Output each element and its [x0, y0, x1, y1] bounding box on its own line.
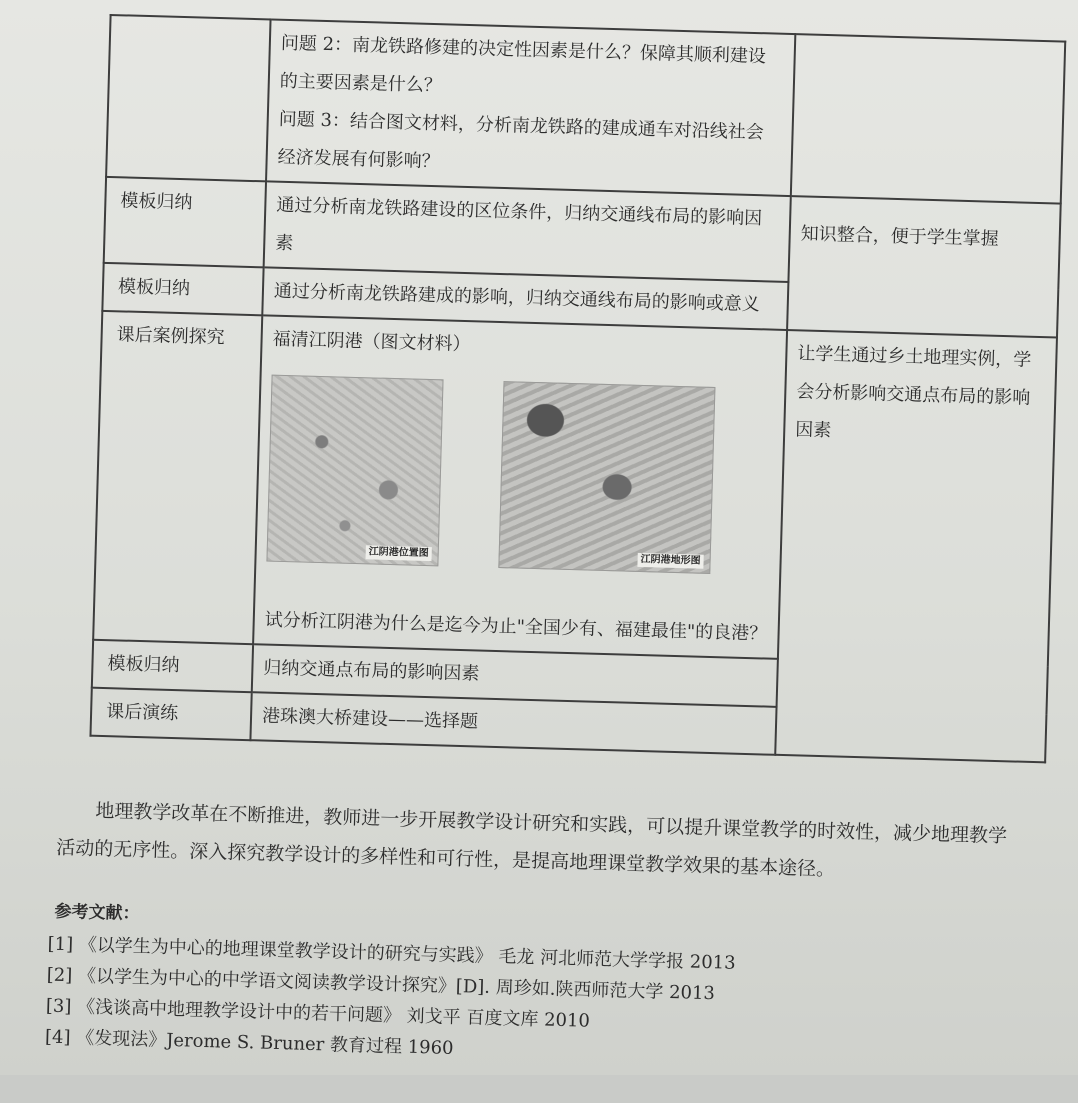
list-item: [2] 《以学生为中心的中学语文阅读教学设计探究》[D]. 周珍如.陕西师范大学 2013	[46, 964, 716, 1005]
row-label: 模板归纳	[92, 640, 253, 692]
list-item: [1] 《以学生为中心的地理课堂教学设计的研究与实践》 毛龙 河北师范大学学报 2013	[47, 933, 736, 974]
question-2: 问题 2：南龙铁路修建的决定性因素是什么？保障其顺利建设的主要因素是什么？	[279, 32, 767, 97]
case-question: 试分析江阴港为什么是迄今为止"全国少有、福建最佳"的良港？	[264, 609, 768, 645]
note-knowledge: 知识整合，便于学生掌握	[787, 196, 1061, 337]
page-content	[10, 0, 1060, 1103]
row-label: 课后案例探究	[93, 311, 262, 644]
list-item: [3] 《浅谈高中地理教学设计中的若干问题》 刘戈平 百度文库 2010	[45, 995, 591, 1032]
row-content: 归纳交通点布局的影响因素	[252, 644, 778, 707]
question-3: 问题 3：结合图文材料，分析南龙铁路的建成通车对沿线社会经济发展有何影响？	[277, 108, 765, 173]
note-case: 让学生通过乡土地理实例，学会分析影响交通点布局的影响因素	[775, 330, 1057, 762]
map-caption: 江阴港地形图	[637, 553, 703, 569]
body-paragraph: 地理教学改革在不断推进，教师进一步开展教学设计研究和实践，可以提升课堂教学的时效性，减少地理教学活动的无序性。深入探究教学设计的多样性和可行性，是提高地理课堂教学效果的基本途径。	[56, 799, 1008, 881]
lesson-plan-table	[89, 14, 1066, 763]
table-row	[93, 311, 1057, 667]
row-label: 模板归纳	[104, 177, 266, 267]
row-label: 模板归纳	[102, 263, 263, 315]
row-content: 港珠澳大桥建设——选择题	[250, 692, 776, 755]
note-cell-empty	[791, 34, 1065, 203]
terrain-map-image	[498, 381, 715, 574]
row-content: 通过分析南龙铁路建设的区位条件，归纳交通线布局的影响因素	[264, 181, 791, 282]
question-group	[266, 19, 795, 196]
table-row	[106, 15, 1065, 204]
map-figures	[266, 375, 775, 604]
reference-list	[45, 929, 1008, 1080]
map-caption: 江阴港位置图	[366, 545, 432, 561]
row-content: 通过分析南龙铁路建成的影响，归纳交通线布局的影响或意义	[262, 267, 788, 330]
list-item: [4] 《发现法》Jerome S. Bruner 教育过程 1960	[44, 1026, 454, 1059]
case-content	[253, 315, 787, 659]
location-map-image	[266, 375, 443, 567]
case-title: 福清江阴港（图文材料）	[272, 328, 471, 356]
row-label: 课后演练	[90, 688, 251, 740]
row-label	[106, 15, 270, 181]
references-heading: 参考文献：	[54, 901, 140, 925]
